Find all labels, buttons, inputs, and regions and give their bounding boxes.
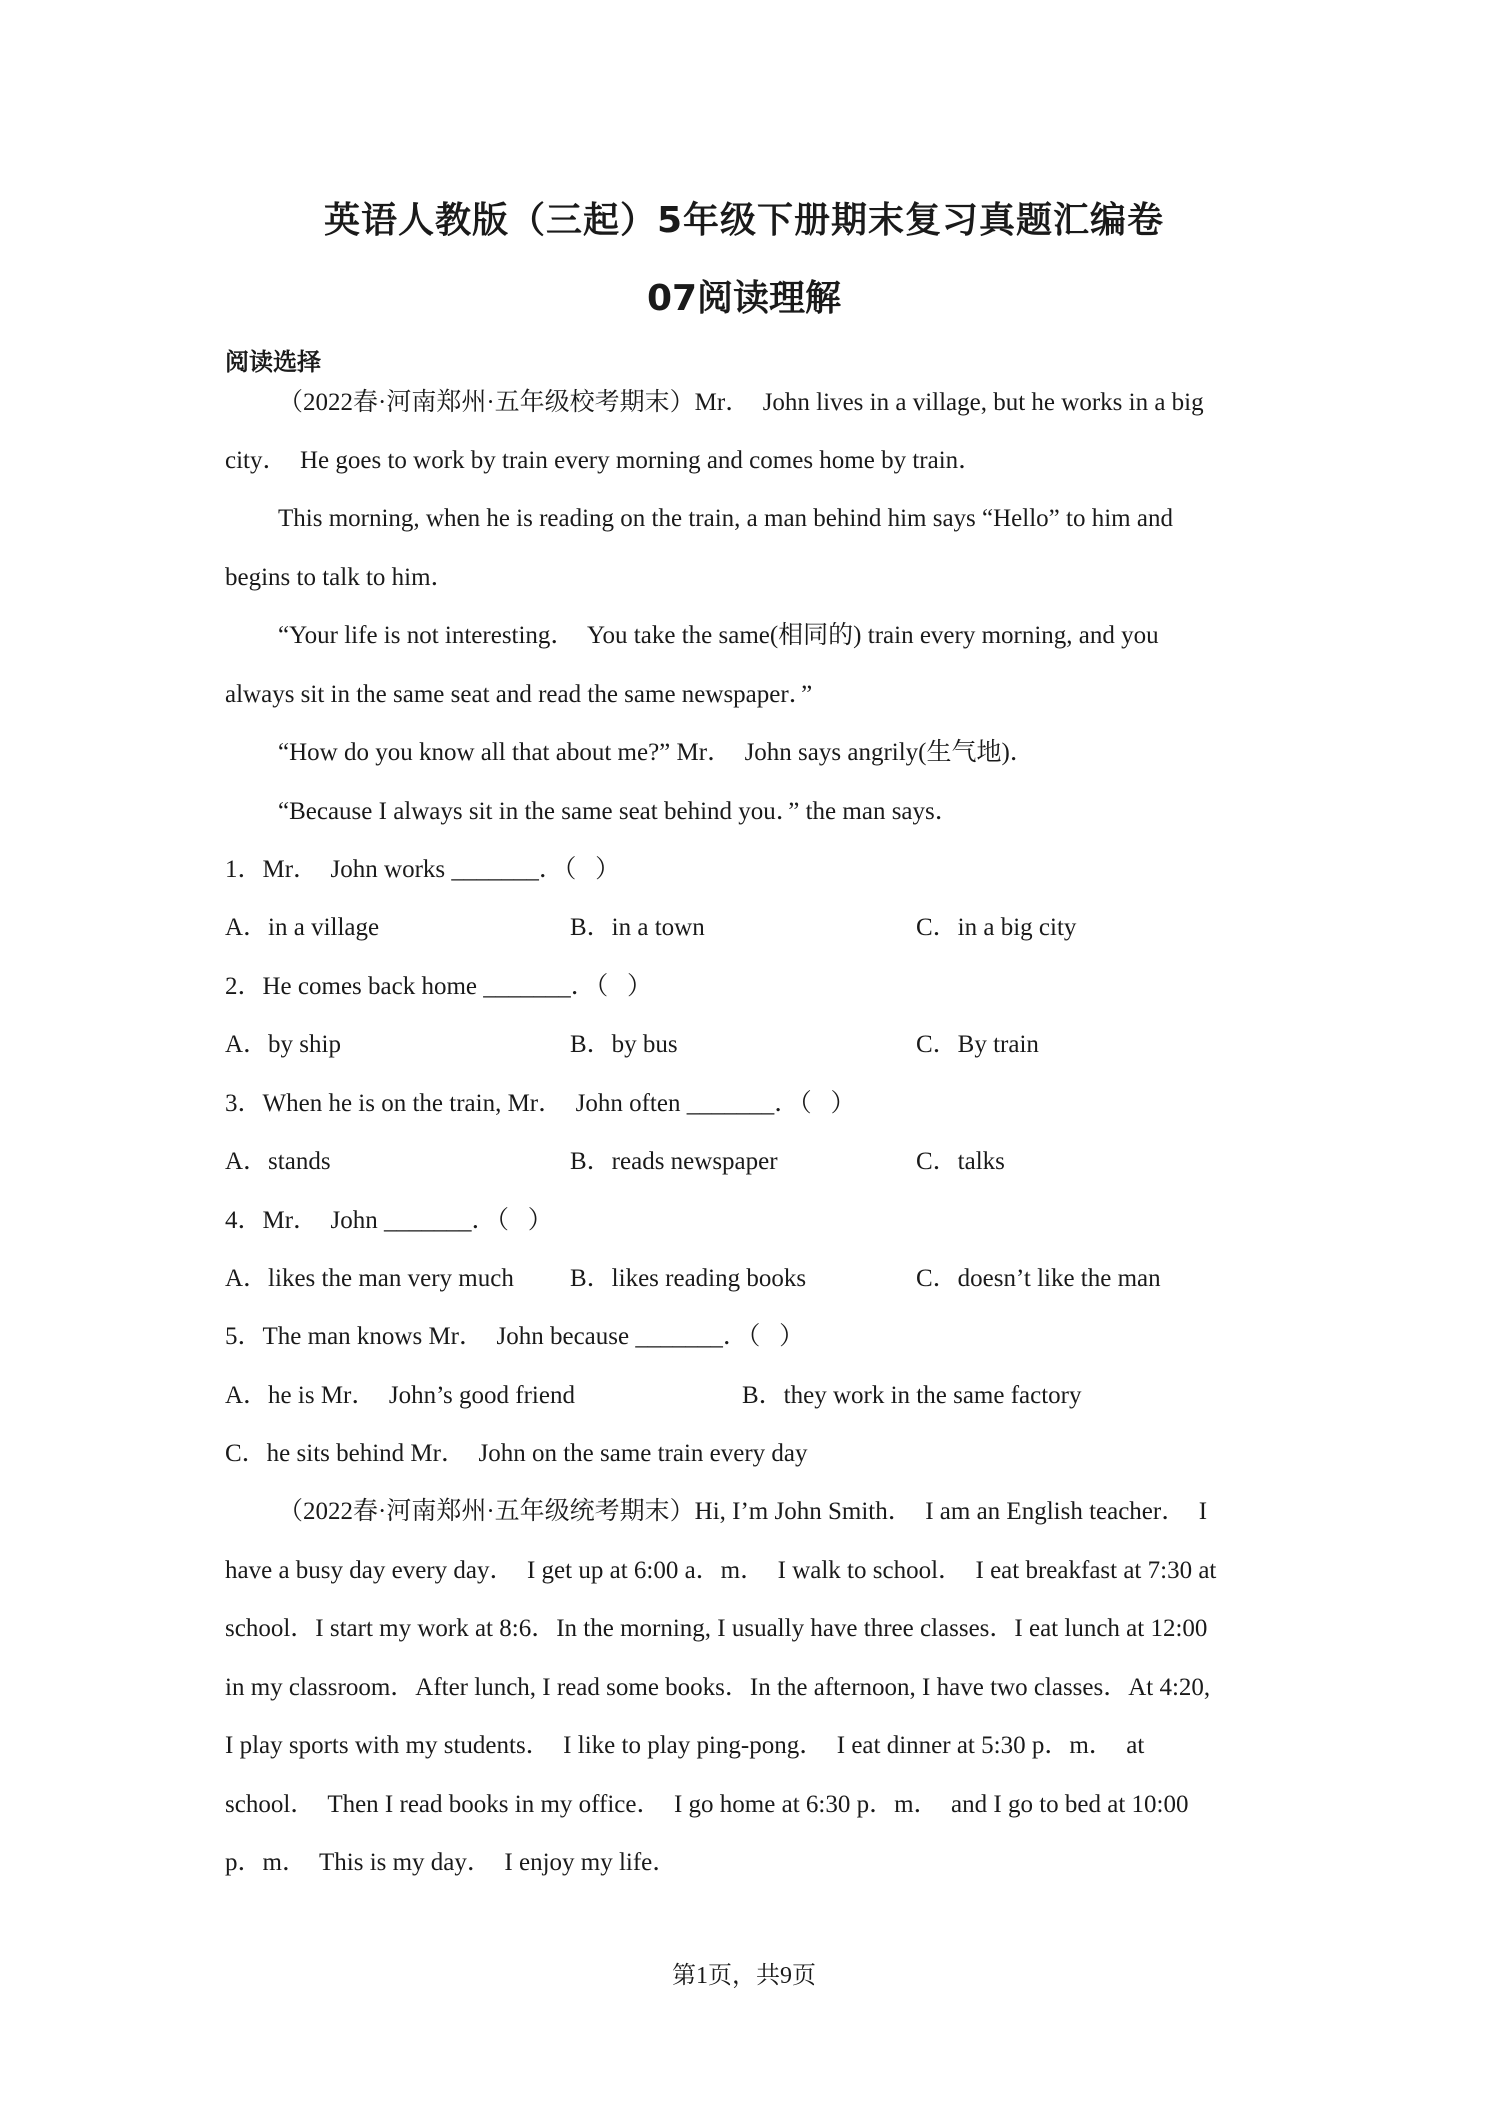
passage1-line: “Because I always sit in the same seat behind you．” the man says． (278, 798, 960, 825)
q3-option-a: A．stands (225, 1148, 331, 1175)
q4-option-c: C．doesn’t like the man (916, 1265, 1161, 1292)
q2-option-b: B．by bus (570, 1031, 678, 1058)
passage2-line: p．m． This is my day． I enjoy my life． (225, 1849, 678, 1876)
q5-option-b: B．they work in the same factory (742, 1382, 1082, 1409)
passage1-line: city． He goes to work by train every morning and comes home by train． (225, 447, 984, 474)
page-footer: 第1页，共9页 (672, 1963, 816, 1989)
passage2-line: in my classroom．After lunch, I read some books．In the afternoon, I have two classes．At 4:20, (225, 1674, 1211, 1701)
question-3: 3．When he is on the train, Mr． John often _______．（ ） (225, 1090, 856, 1117)
q3-option-b: B．reads newspaper (570, 1148, 778, 1175)
q1-option-b: B．in a town (570, 914, 705, 941)
passage2-line: school． Then I read books in my office． I go home at 6:30 p．m． and I go to bed at 10:00 (225, 1791, 1189, 1818)
document-title: 英语人教版（三起）5年级下册期末复习真题汇编卷 (323, 200, 1165, 241)
q5-option-a: A．he is Mr． John’s good friend (225, 1382, 575, 1409)
passage1-line: always sit in the same seat and read the same newspaper．” (225, 681, 813, 708)
q2-option-a: A．by ship (225, 1031, 341, 1058)
passage1-line: （2022春·河南郑州·五年级校考期末）Mr． John lives in a village, but he works in a big (278, 389, 1204, 416)
passage1-line: begins to talk to him． (225, 564, 456, 591)
question-5: 5．The man knows Mr． John because _______．（ ） (225, 1323, 805, 1350)
passage2-line: （2022春·河南郑州·五年级统考期末）Hi, I’m John Smith． I am an English teacher． I (278, 1498, 1208, 1525)
q1-option-c: C．in a big city (916, 914, 1077, 941)
passage2-line: school．I start my work at 8:6．In the morning, I usually have three classes．I eat lunch at 12:00 (225, 1615, 1208, 1642)
q3-option-c: C．talks (916, 1148, 1005, 1175)
document-subtitle: 07阅读理解 (646, 278, 842, 319)
passage1-line: “Your life is not interesting． You take the same(相同的) train every morning, and you (278, 622, 1159, 649)
passage1-line: “How do you know all that about me?” Mr． John says angrily(生气地)． (278, 739, 1035, 766)
q2-option-c: C．By train (916, 1031, 1039, 1058)
passage2-line: have a busy day every day． I get up at 6:00 a．m． I walk to school． I eat breakfast at 7:30 at (225, 1557, 1217, 1584)
passage2-line: I play sports with my students． I like to play ping-pong． I eat dinner at 5:30 p．m． at (225, 1732, 1145, 1759)
q1-option-a: A．in a village (225, 914, 380, 941)
passage1-line: This morning, when he is reading on the train, a man behind him says “Hello” to him and (278, 505, 1173, 532)
question-4: 4．Mr． John _______．（ ） (225, 1207, 553, 1234)
q4-option-b: B．likes reading books (570, 1265, 807, 1292)
question-1: 1．Mr． John works _______．（ ） (225, 856, 621, 883)
section-heading: 阅读选择 (225, 348, 321, 376)
question-2: 2．He comes back home _______．（ ） (225, 973, 653, 1000)
q4-option-a: A．likes the man very much (225, 1265, 514, 1292)
q5-option-c: C．he sits behind Mr． John on the same train every day (225, 1440, 808, 1467)
